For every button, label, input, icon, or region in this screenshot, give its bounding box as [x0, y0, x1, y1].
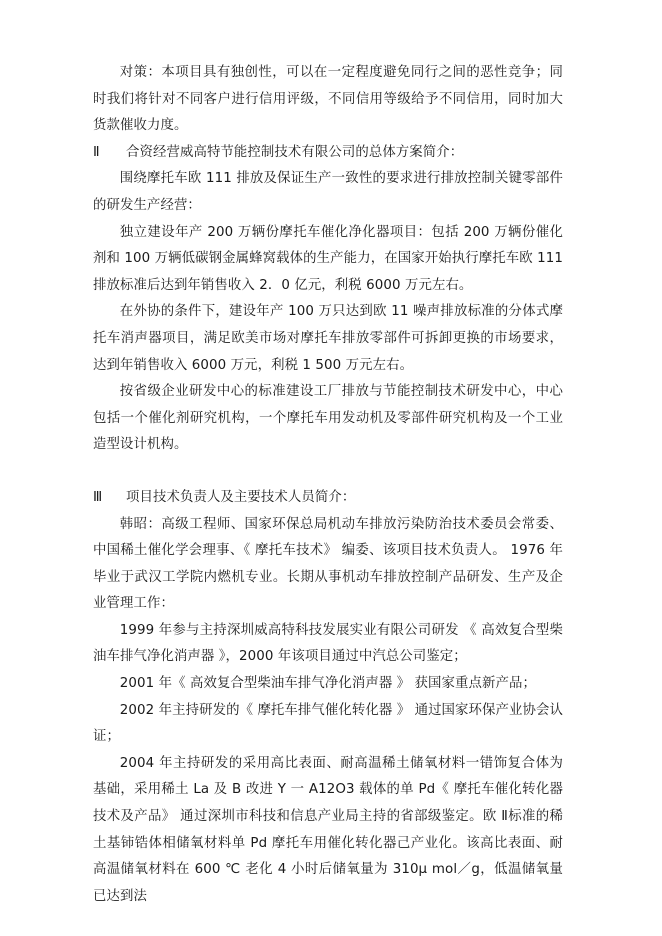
section-heading-iii [93, 485, 563, 512]
paragraph-spacer [93, 459, 563, 485]
section-number: Ⅲ [93, 489, 103, 505]
paragraph: 2002 年主持研发的《 摩托车排气催化转化器 》 通过国家环保产业协会认证； [93, 702, 563, 745]
paragraph-countermeasure: 对策：本项目具有独创性，可以在一定程度避免同行之间的恶性竞争；同时我们将针对不同客户进行信用评级，不同信用等级给予不同信用，同时加大货款催收力度。 [93, 65, 563, 134]
paragraph: 2001 年《 高效复合型柴油车排气净化消声器 》 获国家重点新产品； [119, 676, 536, 692]
paragraph: 2004 年主持研发的采用高比表面、耐高温稀土储氧材料一错饰复合体为基础，采用稀土 La 及 B 改进 Y 一 A12O3 载体的单 Pd《 摩托车催化转化器技术及产品》 通过深圳市科技和信息产业局主持的省部级鉴定。欧 Ⅱ标准的稀土基铈锆体相储氧材料单 Pd 摩托车用催化转化器己产业化。该高比表面、耐高温储氧材料在 600 ℃ 老化 4 小时后储氧量为 310μ mol／g，低温储氧量已达到法 [93, 755, 563, 904]
paragraph: 在外协的条件下，建设年产 100 万只达到欧 11 噪声排放标准的分体式摩托车消声器项目，满足欧美市场对摩托车排放零部件可拆卸更换的市场要求，达到年销售收入 6000 万元，利税 1 500 万元左右。 [93, 304, 563, 373]
paragraph: 韩昭：高级工程师、国家环保总局机动车排放污染防治技术委员会常委、中国稀土催化学会理事、《 摩托车技术》 编委、该项目技术负责人。 1976 年毕业于武汉工学院内燃机专业。长期从事机动车排放控制产品研发、生产及企业管理工作： [93, 516, 563, 612]
paragraph: 围绕摩托车欧 111 排放及保证生产一致性的要求进行排放控制关键零部件的研发生产经营： [93, 171, 563, 213]
paragraph: 独立建设年产 200 万辆份摩托车催化净化器项目：包括 200 万辆份催化剂和 100 万辆低碳钢金属蜂窝载体的生产能力，在国家开始执行摩托车欧 111 排放标准后达到年销售收入 2．0 亿元，利税 6000 万元左右。 [93, 224, 563, 293]
section-title: 合资经营威高特节能控制技术有限公司的总体方案简介： [126, 144, 464, 160]
section-title: 项目技术负责人及主要技术人员简介： [126, 489, 356, 505]
paragraph: 按省级企业研发中心的标准建设工厂排放与节能控制技术研发中心，中心包括一个催化剂研究机构，一个摩托车用发动机及零部件研究机构及一个工业造型设计机构。 [93, 384, 563, 453]
paragraph: 1999 年参与主持深圳威高特科技发展实业有限公司研发 《 高效复合型柴油车排气净化消声器 》，2000 年该项目通过中汽总公司鉴定； [93, 622, 563, 665]
section-number: Ⅱ [93, 144, 100, 160]
document-body [93, 60, 563, 910]
section-heading-ii [93, 140, 563, 167]
